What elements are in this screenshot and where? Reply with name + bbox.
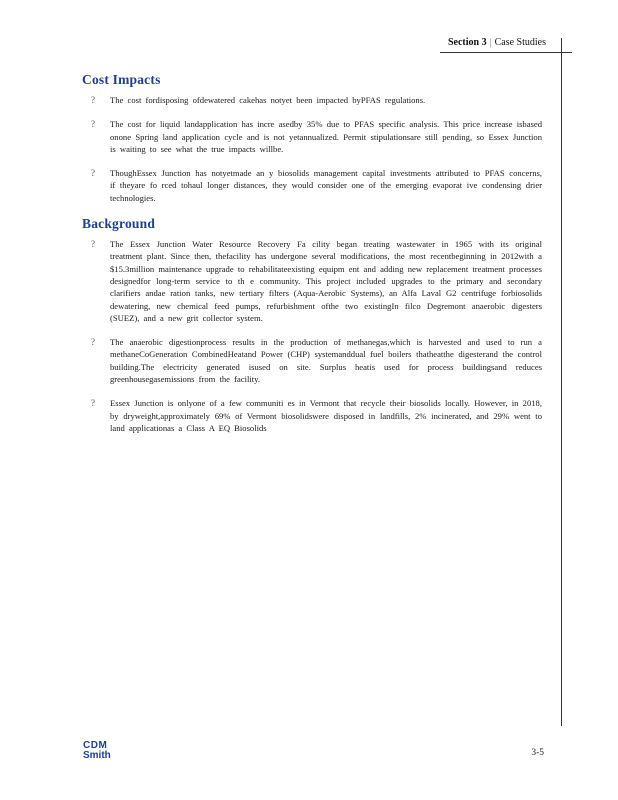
background-heading: Background [82, 216, 156, 232]
list-item [82, 336, 542, 385]
logo-line-2: Smith [83, 750, 111, 761]
bullet-glyph: ? [91, 119, 95, 130]
cdm-smith-logo [83, 741, 111, 761]
section-label: Section 3 [447, 37, 487, 48]
cost-impacts-list [82, 94, 542, 204]
list-item-text: The Essex Junction Water Resource Recovery Fa cility began treating wastewater in 1965 with its original treatment plant. Since then, thefacility has undergone several modifications, the most recentbeginning in 2012with a $15.3million maintenance upgrade to rehabilitateexisting equipm ent and adding new replacement treatment processes designedfor long-term service to th e community. This project included upgrades to the primary and secondary clarifiers andae ration tanks, new tertiary filters (Aqua-Aerobic Systems), an Alfa Laval G2 centrifuge forbiosolids dewatering, new chemical feed pumps, refurbishment ofthe two existingIn filco Degremont anaerobic digesters (SUEZ), and a new grit collector system. [110, 239, 542, 323]
list-item [82, 167, 542, 204]
list-item-text: ThoughEssex Junction has notyetmade an y biosolids management capital investments attributed to PFAS concerns, if theyare fo rced tohaul longer distances, they would consider one of the emerging evaporat ive condensing drier technologies. [110, 168, 542, 203]
bullet-glyph: ? [91, 95, 95, 105]
main-content [82, 72, 542, 446]
cost-impacts-heading: Cost Impacts [82, 72, 161, 87]
bullet-glyph: ? [91, 168, 95, 179]
bullet-glyph: ? [91, 337, 95, 348]
background-list [82, 238, 542, 434]
header-rule [440, 52, 572, 53]
section-title: Case Studies [494, 37, 546, 48]
page-number: 3-5 [531, 748, 544, 758]
list-item [82, 94, 542, 106]
list-item-text: Essex Junction is onlyone of a few communiti es in Vermont that recycle their biosolids locally. However, in 2018, by dryweight,approximately 69% of Vermont biosolidswere disposed in landfills, 2% incinerated, and 29% went to land applicationas a Class A EQ Biosolids [110, 398, 542, 433]
logo-line-1: CDM [83, 740, 108, 751]
list-item [82, 118, 542, 155]
margin-rule [561, 38, 562, 726]
page-header [448, 37, 546, 48]
list-item-text: The cost for liquid landapplication has incre asedby 35% due to PFAS specific analysis. This price increase isbased onone Spring land application cycle and is not yetannualized. Permit stipulationsare still pending, so Essex Junction is waiting to see what the true impacts willbe. [110, 119, 542, 154]
list-item-text: The anaerobic digestionprocess results in the production of methanegas,which is harvested and used to run a methaneCoGeneration CombinedHeatand Power (CHP) systemanddual fuel boilers thatheatthe digesterand the control building.The electricity generated isused on site. Surplus heatis used for process buildingsand reduces greenhousegasemissions from the facility. [110, 337, 542, 385]
list-item [82, 238, 542, 324]
list-item-text: The cost fordisposing ofdewatered cakehas notyet been impacted byPFAS regulations. [110, 95, 426, 105]
header-separator: | [489, 37, 492, 48]
bullet-glyph: ? [91, 398, 95, 409]
bullet-glyph: ? [91, 239, 95, 250]
list-item [82, 397, 542, 434]
